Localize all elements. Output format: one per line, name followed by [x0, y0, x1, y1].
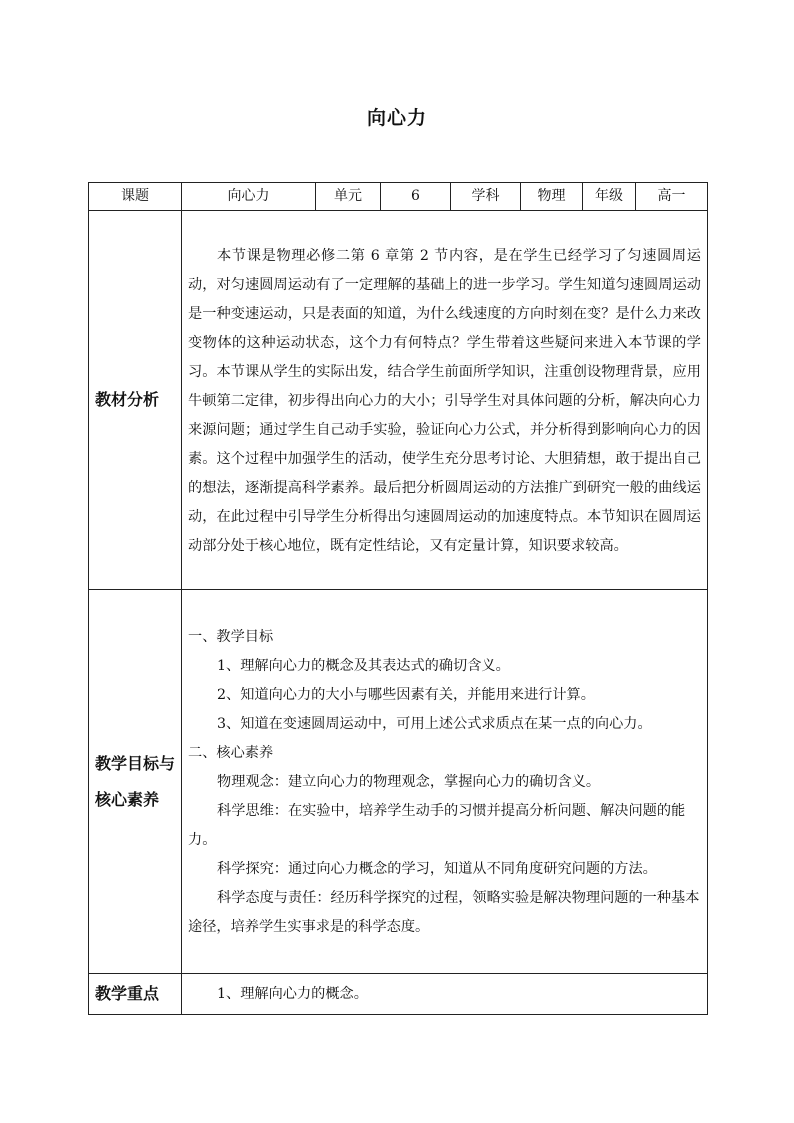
literacy-item: 物理观念：建立向心力的物理观念，掌握向心力的确切含义。 [217, 774, 601, 790]
objectives-label [89, 590, 182, 974]
page-title: 向心力 [366, 107, 427, 129]
literacy-item: 科学思维：在实验中，培养学生动手的习惯并提高分析问题、解决问题的能力。 [188, 803, 686, 848]
key-points-row [89, 974, 708, 1015]
objectives-content [182, 590, 708, 974]
grade-label: 年级 [583, 183, 636, 211]
key-points-label: 教学重点 [89, 974, 182, 1015]
subject-label: 学科 [451, 183, 521, 211]
goals-heading: 一、教学目标 [188, 629, 274, 645]
textbook-analysis-label: 教材分析 [89, 211, 182, 590]
textbook-analysis-content [182, 211, 708, 590]
literacy-item: 科学态度与责任：经历科学探究的过程，领略实验是解决物理问题的一种基本途径，培养学生实事求是的科学态度。 [188, 890, 700, 935]
subject-value: 物理 [521, 183, 583, 211]
goal-item: 1、理解向心力的概念及其表达式的确切含义。 [217, 658, 510, 674]
goal-item: 3、知道在变速圆周运动中，可用上述公式求质点在某一点的向心力。 [217, 716, 652, 732]
unit-label: 单元 [316, 183, 381, 211]
key-point-item: 1、理解向心力的概念。 [217, 985, 368, 1002]
objectives-label-text: 教学目标与核心素养 [95, 753, 176, 809]
textbook-analysis-row [89, 211, 708, 590]
unit-value: 6 [381, 183, 451, 211]
topic-value: 向心力 [182, 183, 316, 211]
goal-item: 2、知道向心力的大小与哪些因素有关，并能用来进行计算。 [217, 687, 595, 703]
objectives-row [89, 590, 708, 974]
literacy-item: 科学探究：通过向心力概念的学习，知道从不同角度研究问题的方法。 [217, 861, 657, 877]
textbook-analysis-text: 本节课是物理必修二第 6 章第 2 节内容，是在学生已经学习了匀速圆周运动，对匀速圆周运动有了一定理解的基础上的进一步学习。学生知道匀速圆周运动是一种变速运动，只是表面的知道，为什么线速度的方向时刻在变？是什么力来改变物体的这种运动状态，这个力有何特点？学生带着这些疑问来进入本节课的学习。本节课从学生的实际出发，结合学生前面所学知识，注重创设物理背景，应用牛顿第二定律，初步得出向心力的大小；引导学生对具体问题的分析，解决向心力来源问题；通过学生自己动手实验，验证向心力公式，并分析得到影响向心力的因素。这个过程中加强学生的活动，使学生充分思考讨论、大胆猜想，敢于提出自己的想法，逐渐提高科学素养。最后把分析圆周运动的方法推广到研究一般的曲线运动，在此过程中引导学生分析得出匀速圆周运动的加速度特点。本节知识在圆周运动部分处于核心地位，既有定性结论，又有定量计算，知识要求较高。 [188, 247, 701, 554]
topic-label: 课题 [89, 183, 182, 211]
lesson-plan-table [88, 182, 708, 1015]
key-points-content [182, 974, 708, 1015]
grade-value: 高一 [636, 183, 708, 211]
header-row [89, 183, 708, 211]
literacy-heading: 二、核心素养 [188, 745, 274, 761]
